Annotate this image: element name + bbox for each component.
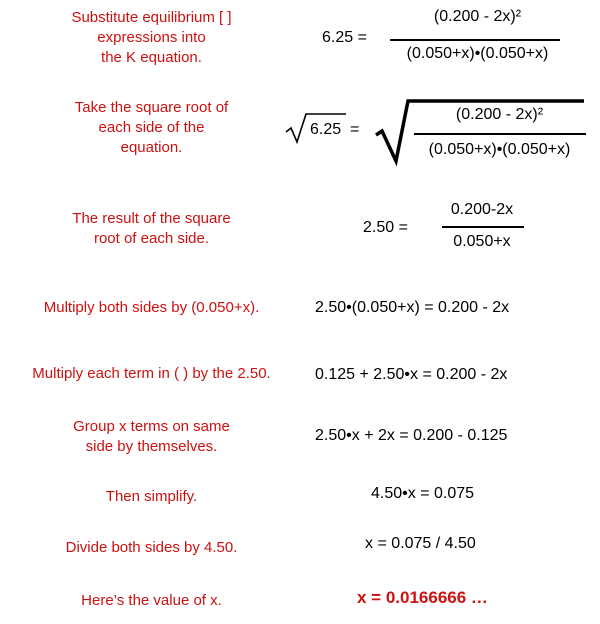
- fraction-bar: [390, 39, 560, 41]
- description-line: the K equation.: [101, 49, 202, 66]
- step-description: [0, 364, 303, 384]
- equation: 4.50•x = 0.075: [371, 485, 475, 502]
- fraction-denominator: (0.050+x)•(0.050+x): [406, 45, 549, 62]
- equation: 2.50•x + 2x = 0.200 - 0.125: [315, 427, 508, 444]
- description-line: each side of the: [98, 119, 205, 136]
- fraction-bar: [414, 133, 586, 135]
- fraction-numerator: 0.200-2x: [450, 201, 514, 218]
- description-line: Then simplify.: [105, 488, 198, 505]
- description-line: root of each side.: [93, 230, 210, 247]
- description-line: Here’s the value of x.: [81, 592, 222, 609]
- description-line: Substitute equilibrium [ ]: [71, 9, 232, 26]
- step-description: [0, 487, 303, 507]
- description-line: Take the square root of: [74, 99, 229, 116]
- description-line: side by themselves.: [85, 438, 218, 455]
- description-line: Multiply each term in ( ) by the 2.50.: [32, 365, 271, 382]
- step-description: [0, 591, 303, 611]
- final-answer: x = 0.0166666 …: [357, 588, 488, 607]
- equation: x = 0.075 / 4.50: [365, 535, 476, 552]
- step-description: [0, 209, 303, 249]
- equation-lhs: 2.50 =: [363, 219, 408, 236]
- description-line: Divide both sides by 4.50.: [65, 539, 238, 556]
- fraction-numerator: (0.200 - 2x)²: [433, 8, 522, 25]
- fraction-numerator: (0.200 - 2x)²: [455, 106, 544, 123]
- equation: 0.125 + 2.50•x = 0.200 - 2x: [315, 366, 508, 383]
- step-description: [0, 98, 303, 158]
- step-description: [0, 417, 303, 457]
- description-line: Multiply both sides by (0.050+x).: [43, 299, 260, 316]
- step-description: [0, 8, 303, 68]
- description-line: Group x terms on same: [73, 418, 230, 435]
- step-description: [0, 538, 303, 558]
- equation-lhs-radicand: 6.25: [310, 121, 342, 138]
- equation-lhs: 6.25 =: [322, 29, 367, 46]
- fraction-denominator: (0.050+x)•(0.050+x): [428, 141, 571, 158]
- description-line: The result of the square: [72, 210, 231, 227]
- equation: 2.50•(0.050+x) = 0.200 - 2x: [315, 299, 510, 316]
- fraction-bar: [442, 226, 524, 228]
- description-line: expressions into: [97, 29, 206, 46]
- equation-lhs-equals: =: [350, 121, 360, 138]
- fraction-denominator: 0.050+x: [453, 233, 511, 250]
- description-line: equation.: [120, 139, 183, 156]
- step-description: [0, 298, 303, 318]
